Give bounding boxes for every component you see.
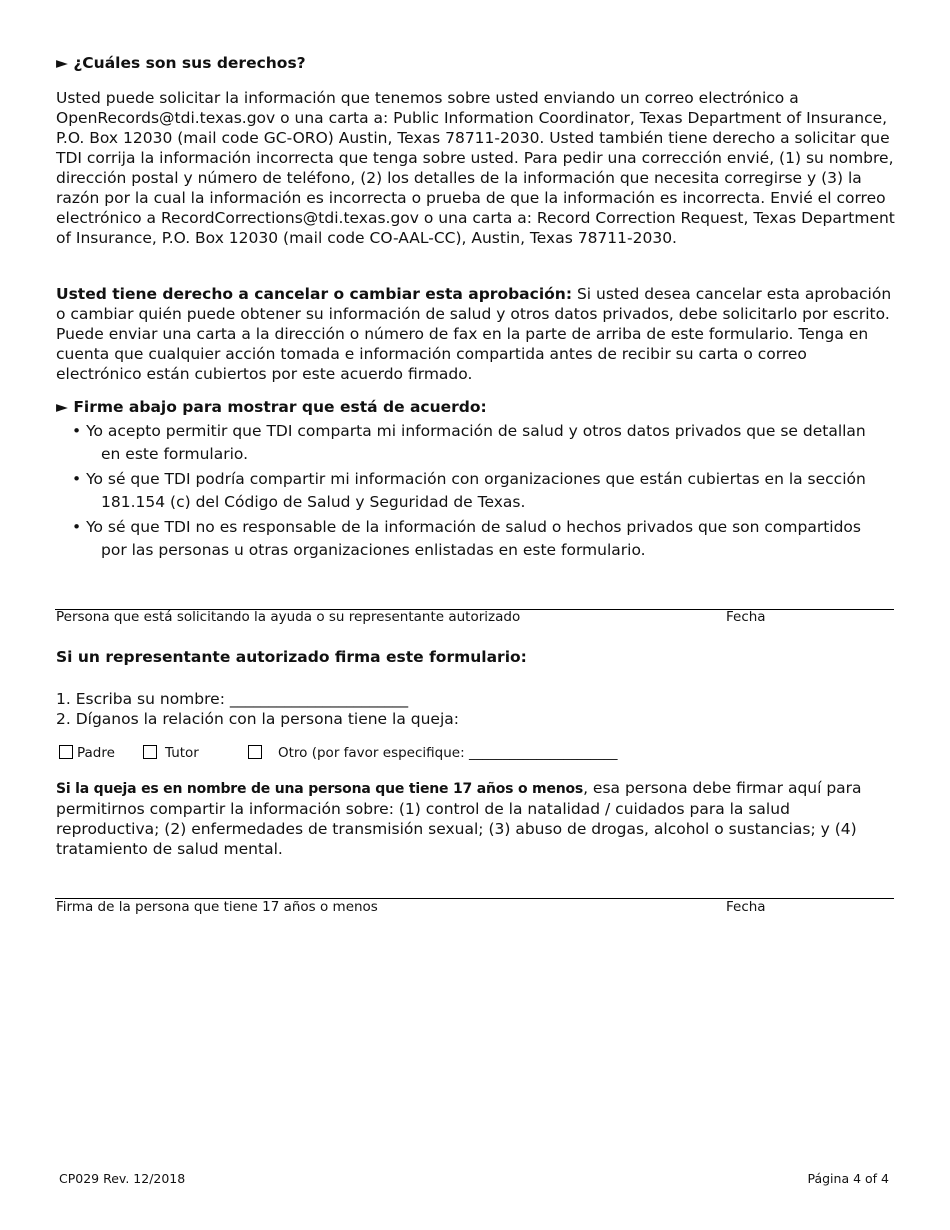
option-tutor-label: Tutor [165, 745, 199, 761]
agreement-list [56, 420, 886, 564]
rights-paragraph: Usted puede solicitar la información que tenemos sobre usted enviando un correo electrónico a OpenRecords@tdi.texas.gov o una carta a: Public Information Coordinator, Texas Department of Insurance, P.O. Box 12030 (mail code GC-ORO) Austin, Texas 78711-2030. Usted también tiene derecho a solicitar que TDI corrija la información incorrecta que tenga sobre usted. Para pedir una corrección envié, (1) su nombre, dirección postal y número de teléfono, (2) los detalles de la información que necesita corregirse y (3) la razón por la cual la información es incorrecta o prueba de que la información es incorrecta. Envié el correo electrónico a RecordCorrections@tdi.texas.gov o una carta a: Record Correction Request, Texas Department of Insurance, P.O. Box 12030 (mail code CO-AAL-CC), Austin, Texas 78711-2030. [56, 89, 895, 247]
checkbox-tutor[interactable] [143, 745, 157, 759]
cancel-paragraph [56, 284, 896, 384]
option-otro-label: Otro (por favor especifique: ______________________ [278, 745, 618, 761]
date-label-requester: Fecha [726, 609, 766, 625]
option-tutor[interactable] [143, 745, 199, 761]
form-id: CP029 Rev. 12/2018 [59, 1171, 186, 1186]
signature-label-requester: Persona que está solicitando la ayuda o su representante autorizado [56, 609, 521, 625]
option-padre[interactable] [59, 745, 115, 761]
representative-name-field[interactable]: 1. Escriba su nombre: _______________________ [56, 690, 409, 708]
date-label-minor: Fecha [726, 899, 766, 915]
representative-heading: Si un representante autorizado firma este formulario: [56, 648, 527, 666]
checkbox-padre[interactable] [59, 745, 73, 759]
option-padre-label: Padre [77, 745, 115, 761]
page-number: Página 4 of 4 [807, 1171, 889, 1186]
rights-heading: ► ¿Cuáles son sus derechos? [56, 54, 306, 72]
representative-relation-prompt: 2. Díganos la relación con la persona tiene la queja: [56, 710, 459, 728]
minor-text: , esa persona debe firmar aquí para permitirnos compartir la información sobre: (1) control de la natalidad / cuidados para la salud reproductiva; (2) enfermedades de transmisión sexual; (3) abuso de drogas, alcohol o sustancias; y (4) tratamiento de salud mental. [56, 779, 862, 858]
cancel-text: Si usted desea cancelar esta aprobación o cambiar quién puede obtener su información de salud y otros datos privados, debe solicitarlo por escrito. Puede enviar una carta a la dirección o número de fax en la parte de arriba de este formulario. Tenga en cuenta que cualquier acción tomada e información compartida antes de recibir su carta o correo electrónico están cubiertos por este acuerdo firmado. [56, 285, 892, 383]
option-otro[interactable] [248, 745, 617, 761]
agreement-item: • Yo sé que TDI no es responsable de la información de salud o hechos privados que son compartidos por las personas u otras organizaciones enlistadas en este formulario. [72, 518, 861, 559]
cancel-bold-lead: Usted tiene derecho a cancelar o cambiar esta aprobación: [56, 285, 573, 303]
minor-bold-lead: Si la queja es en nombre de una persona que tiene 17 años o menos [56, 781, 584, 797]
agreement-item: • Yo acepto permitir que TDI comparta mi información de salud y otros datos privados que se detallan en este formulario. [72, 422, 866, 463]
checkbox-otro[interactable] [248, 745, 262, 759]
agreement-item: • Yo sé que TDI podría compartir mi información con organizaciones que están cubiertas en la sección 181.154 (c) del Código de Salud y Seguridad de Texas. [72, 470, 866, 511]
minor-paragraph [56, 778, 896, 859]
signature-label-minor: Firma de la persona que tiene 17 años o menos [56, 899, 378, 915]
sign-heading: ► Firme abajo para mostrar que está de acuerdo: [56, 398, 487, 416]
